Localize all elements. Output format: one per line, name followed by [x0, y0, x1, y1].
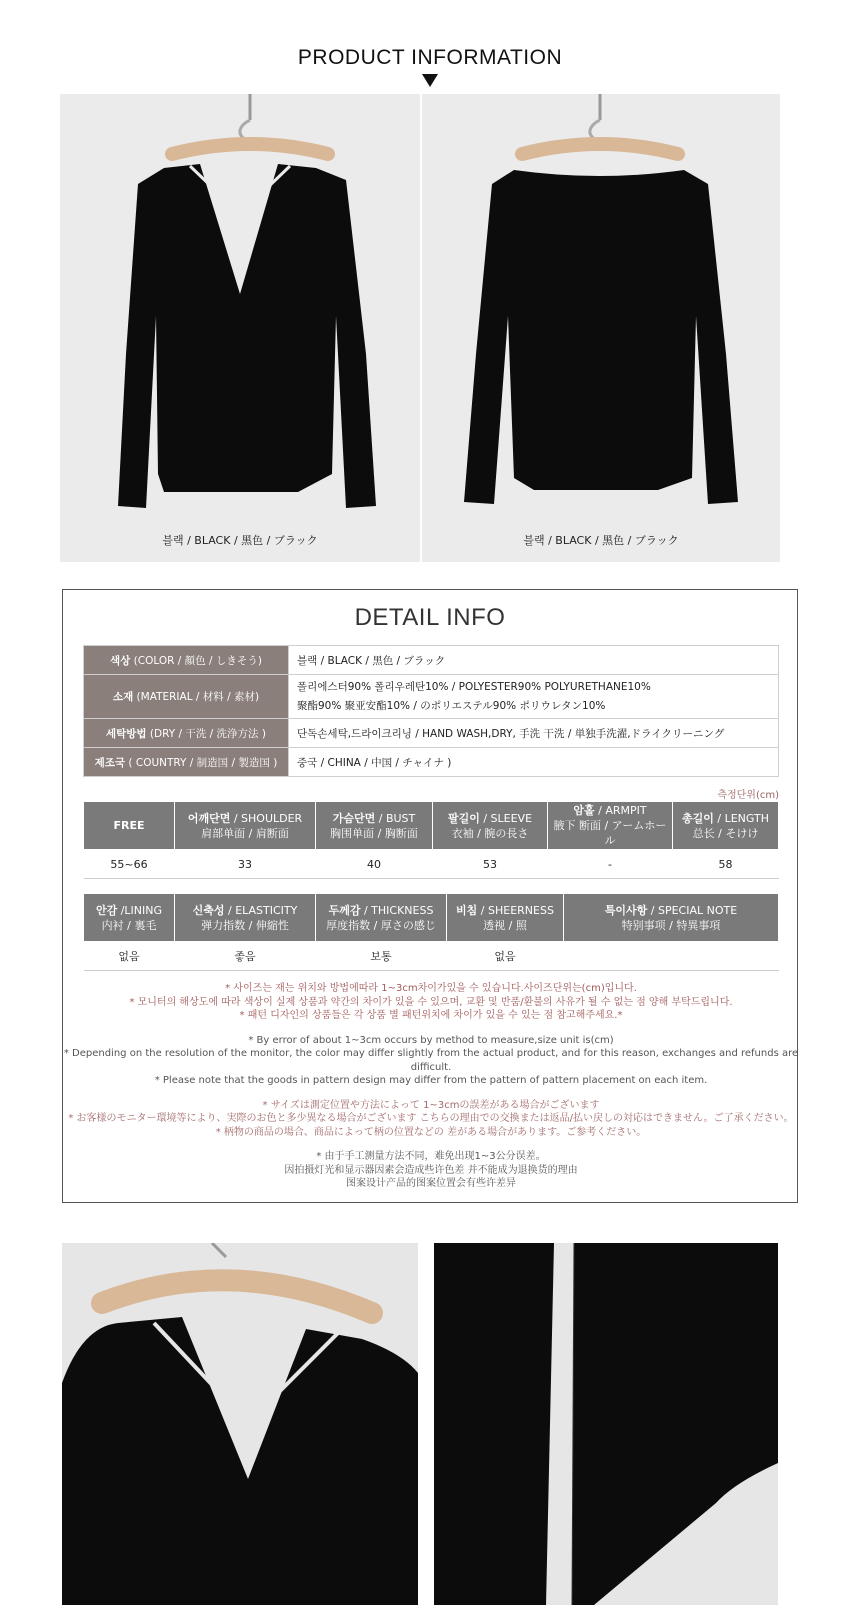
sleeve-closeup-illustration	[434, 1243, 778, 1605]
size-header-shoulder: 어깨단면 / SHOULDER 肩部单面 / 肩断面	[175, 802, 316, 850]
size-value: -	[548, 850, 673, 879]
back-photo-caption: 블랙 / BLACK / 黑色 / ブラック	[523, 534, 679, 547]
note-line: * サイズは測定位置や方法によって 1~3cmの誤差がある場合がございます	[262, 1099, 600, 1111]
attr-value: 없음	[447, 942, 564, 971]
attr-value: 없음	[84, 942, 175, 971]
info-value: 중국 / CHINA / 中国 / チャイナ )	[289, 748, 779, 777]
note-line: * 由于手工测量方法不同，难免出现1~3公分误差。	[316, 1151, 546, 1162]
note-line: * 패턴 디자인의 상품들은 각 상품 별 패턴위치에 차이가 있을 수 있는 점 참고해주세요.*	[239, 1010, 623, 1021]
notes-english	[63, 1034, 799, 1088]
attr-value: 좋음	[175, 942, 316, 971]
measurement-notes	[63, 982, 799, 1202]
info-value: 블랙 / BLACK / 黑色 / ブラック	[289, 646, 779, 675]
detail-info-title: DETAIL INFO	[354, 604, 506, 631]
info-value	[289, 675, 779, 719]
size-value: 40	[316, 850, 433, 879]
note-line: * 사이즈는 재는 위치와 방법에따라 1~3cm차이가있을 수 있습니다.사이즈단위는(cm)입니다.	[225, 983, 637, 994]
note-line: * Please note that the goods in pattern design may differ from the pattern of pattern placement on each item.	[154, 1075, 708, 1086]
attr-header-lining: 안감 /LINING 内衬 / 裏毛	[84, 894, 175, 942]
info-value: 단독손세탁,드라이크리닝 / HAND WASH,DRY, 手洗 干洗 / 単独手洗濯,ドライクリーニング	[289, 719, 779, 748]
size-header-length: 총길이 / LENGTH 总长 / そけけ	[673, 802, 779, 850]
product-photo-back	[422, 94, 780, 562]
notes-japanese	[63, 1099, 799, 1140]
size-header-bust: 가슴단면 / BUST 胸围单面 / 胸断面	[316, 802, 433, 850]
size-table	[83, 801, 779, 879]
note-line: 因拍摄灯光和显示器因素会造成些许色差 并不能成为退换货的理由	[284, 1164, 578, 1176]
info-label: 세탁방법 (DRY / 干洗 / 洗浄方法 )	[84, 719, 289, 748]
notes-chinese	[63, 1150, 799, 1191]
note-line: * By error of about 1~3cm occurs by method to measure,size unit is(cm)	[248, 1034, 614, 1046]
size-value: 33	[175, 850, 316, 879]
info-label: 소재 (MATERIAL / 材料 / 素材)	[84, 675, 289, 719]
attr-header-row	[84, 894, 779, 942]
attr-value	[564, 942, 779, 971]
product-info-table	[83, 645, 779, 777]
neckline-closeup-photo	[62, 1243, 418, 1605]
size-header-free: FREE	[84, 802, 175, 850]
front-photo-caption: 블랙 / BLACK / 黑色 / ブラック	[162, 534, 318, 547]
size-value: 53	[433, 850, 548, 879]
back-garment-illustration	[422, 94, 780, 562]
attr-value-row	[84, 942, 779, 971]
front-garment-illustration	[60, 94, 420, 562]
note-line: * 모니터의 해상도에 따라 색상이 실제 상품과 약간의 차이가 있을 수 있으며, 교환 및 반품/환불의 사유가 될 수 없는 점 양해 부탁드립니다.	[129, 996, 733, 1008]
note-line: * 柄物の商品の場合、商品によって柄の位置などの 差がある場合があります。ご参考ください。	[215, 1126, 647, 1138]
fabric-attributes-table	[83, 893, 779, 971]
product-information-title: PRODUCT INFORMATION	[297, 46, 563, 69]
note-line: * お客様のモニター環境等により、実際のお色と多少異なる場合がございます こちらの理由での交換または返品/払い戻しの対応はできません。ご了承ください。	[68, 1113, 794, 1124]
attr-header-thickness: 두께감 / THICKNESS 厚度指数 / 厚さの感じ	[316, 894, 447, 942]
measurement-unit-note: 측정단위(cm)	[717, 790, 779, 801]
info-row-material	[84, 675, 779, 719]
down-arrow-icon	[422, 74, 438, 87]
notes-korean	[63, 982, 799, 1023]
product-photo-front	[60, 94, 420, 562]
material-line-1: 폴리에스터90% 폴리우레탄10% / POLYESTER90% POLYURETHANE10%	[297, 680, 651, 693]
note-line: * Depending on the resolution of the monitor, the color may differ slightly from the actual product, and for this reason, exchanges and refunds are difficult.	[63, 1048, 799, 1073]
attr-value: 보통	[316, 942, 447, 971]
size-value: 58	[673, 850, 779, 879]
attr-header-sheerness: 비침 / SHEERNESS 透视 / 照	[447, 894, 564, 942]
material-line-2: 聚酯90% 聚亚安酯10% / のポリエステル90% ポリウレタン10%	[297, 699, 606, 712]
attr-header-elasticity: 신축성 / ELASTICITY 弹力指数 / 伸縮性	[175, 894, 316, 942]
attr-header-special-note: 특이사항 / SPECIAL NOTE 特别事项 / 特異事項	[564, 894, 779, 942]
size-value: 55~66	[84, 850, 175, 879]
size-header-sleeve: 팔길이 / SLEEVE 衣袖 / 腕の長さ	[433, 802, 548, 850]
info-row-wash	[84, 719, 779, 748]
note-line: 图案设计产品的图案位置会有些许差异	[346, 1178, 516, 1189]
size-header-row	[84, 802, 779, 850]
size-value-row	[84, 850, 779, 879]
info-label: 제조국 ( COUNTRY / 制造国 / 製造国 )	[84, 748, 289, 777]
neckline-closeup-illustration	[62, 1243, 418, 1605]
size-header-armpit: 암홀 / ARMPIT 腋下 断面 / アームホール	[548, 802, 673, 850]
detail-info-panel	[62, 589, 798, 1203]
info-label: 색상 (COLOR / 顏色 / しきそう)	[84, 646, 289, 675]
sleeve-closeup-photo	[434, 1243, 778, 1605]
info-row-country	[84, 748, 779, 777]
info-row-color	[84, 646, 779, 675]
